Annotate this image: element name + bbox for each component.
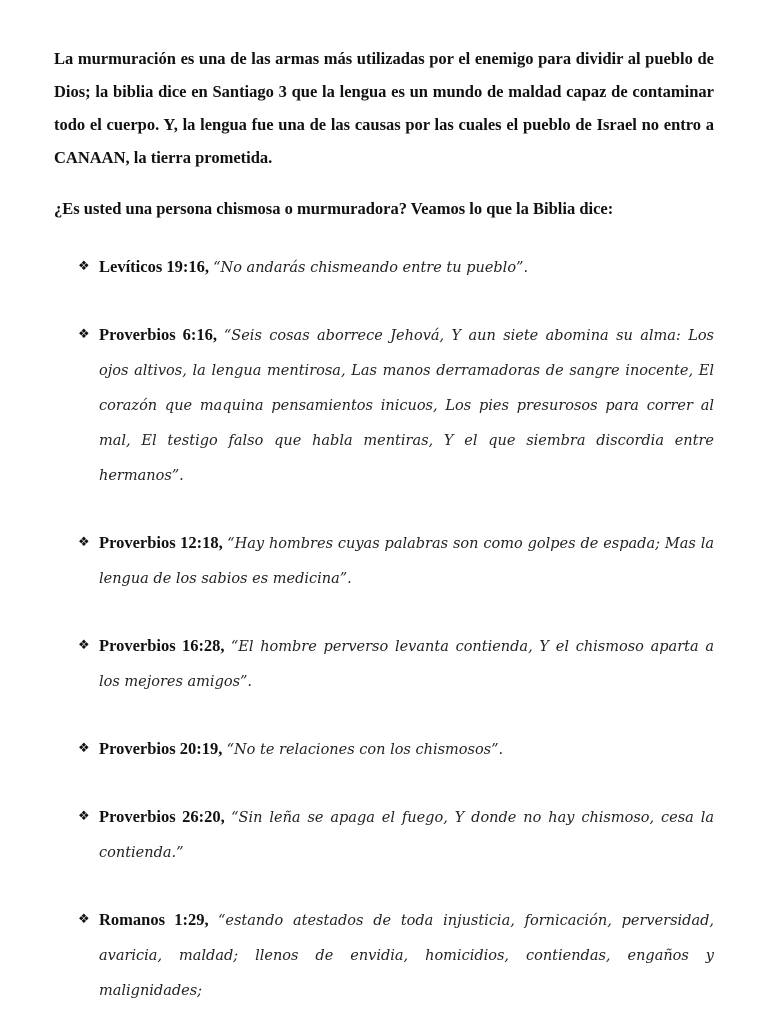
verse-item [54,318,714,493]
diamond-bullet-icon: ❖ [78,741,90,756]
verse-reference: Proverbios 12:18, [99,533,223,552]
intro-paragraph: La murmuración es una de las armas más utilizadas por el enemigo para dividir al pueblo de Dios; la biblia dice en Santiago 3 que la lengua es un mundo de maldad capaz de contaminar todo el cuerpo. Y, la lengua fue una de las causas por las cuales el pueblo de Israel no entro a CANAAN, la tierra prometida. [54,49,714,167]
verse-text: “Seis cosas aborrece Jehová, Y aun siete abomina su alma: Los ojos altivos, la lengua mentirosa, Las manos derramadoras de sangre inocente, El corazón que maquina pensamientos inicuos, Los pies presurosos para correr al mal, El testigo falso que habla mentiras, Y el que siembra discordia entre hermanos”. [99,328,714,484]
verse-item [54,250,714,285]
verse-list [54,250,714,1008]
verse-item [54,903,714,1008]
diamond-bullet-icon: ❖ [78,327,90,342]
diamond-bullet-icon: ❖ [78,809,90,824]
verse-text: “No andarás chismeando entre tu pueblo”. [213,260,529,276]
verse-reference: Proverbios 16:28, [99,636,225,655]
verse-item [54,629,714,699]
verse-reference: Proverbios 26:20, [99,807,225,826]
verse-text: “Sin leña se apaga el fuego, Y donde no hay chismoso, cesa la contienda.” [99,810,714,861]
verse-item [54,800,714,870]
verse-text: “estando atestados de toda injusticia, fornicación, perversidad, avaricia, maldad; llenos de envidia, homicidios, contiendas, engaños y malignidades; [99,913,714,999]
verse-reference: Romanos 1:29, [99,910,209,929]
verse-reference: Proverbios 20:19, [99,739,223,758]
document-page [54,42,714,1008]
verse-reference: Proverbios 6:16, [99,325,217,344]
verse-text: “Hay hombres cuyas palabras son como golpes de espada; Mas la lengua de los sabios es medicina”. [99,536,715,587]
diamond-bullet-icon: ❖ [78,638,90,653]
question-heading: ¿Es usted una persona chismosa o murmuradora? Veamos lo que la Biblia dice: [54,199,614,218]
verse-item [54,526,714,596]
verse-text: “No te relaciones con los chismosos”. [226,742,504,758]
diamond-bullet-icon: ❖ [78,259,90,274]
diamond-bullet-icon: ❖ [78,912,90,927]
verse-text: “El hombre perverso levanta contienda, Y el chismoso aparta a los mejores amigos”. [99,639,714,690]
diamond-bullet-icon: ❖ [78,535,90,550]
verse-item [54,732,714,767]
verse-reference: Levíticos 19:16, [99,257,209,276]
